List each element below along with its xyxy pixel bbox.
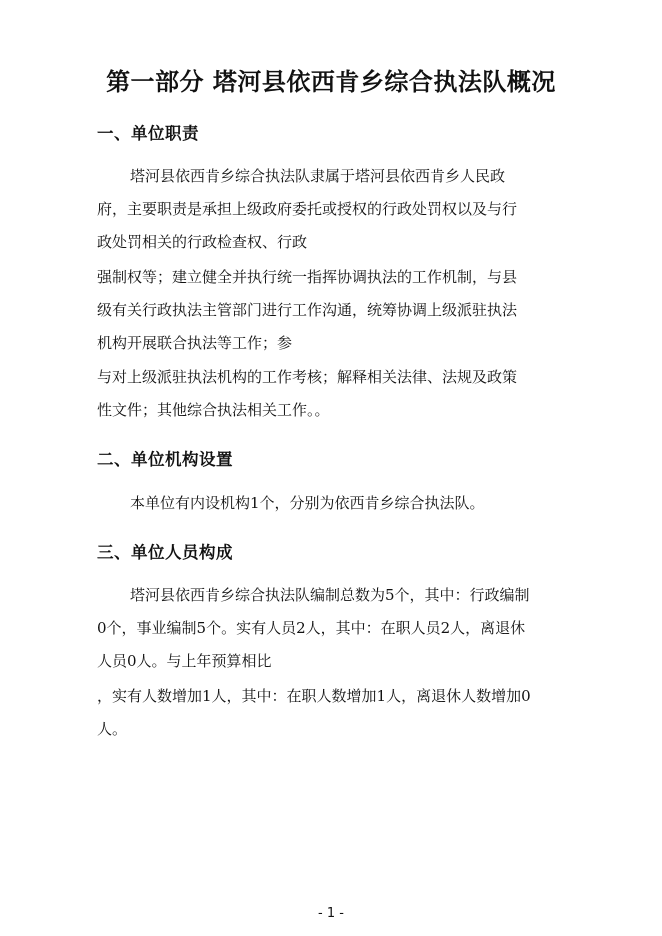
paragraph-line: 级有关行政执法主管部门进行工作沟通，统筹协调上级派驻执法	[97, 301, 518, 319]
paragraph-line: 机构开展联合执法等工作；参	[97, 334, 293, 352]
paragraph-line: ，实有人数增加1人，其中：在职人数增加1人，离退休人数增加0	[97, 687, 531, 705]
page-number: - 1 -	[318, 906, 344, 921]
paragraph-line: 府，主要职责是承担上级政府委托或授权的行政处罚权以及与行	[97, 200, 518, 218]
section-heading-duties: 一、单位职责	[97, 124, 199, 143]
paragraph-line: 塔河县依西肯乡综合执法队隶属于塔河县依西肯乡人民政	[130, 167, 506, 185]
paragraph-line: 强制权等；建立健全并执行统一指挥协调执法的工作机制，与县	[97, 268, 518, 286]
page-title: 第一部分 塔河县依西肯乡综合执法队概况	[106, 68, 556, 96]
paragraph-line: 人员0人。与上年预算相比	[97, 652, 272, 670]
paragraph-line: 0个，事业编制5个。实有人员2人，其中：在职人员2人，离退休	[97, 619, 526, 637]
section-heading-staffing: 三、单位人员构成	[97, 543, 233, 562]
paragraph-line: 性文件；其他综合执法相关工作。。	[97, 401, 330, 419]
paragraph-line: 塔河县依西肯乡综合执法队编制总数为5个，其中：行政编制	[130, 586, 530, 604]
section-heading-structure: 二、单位机构设置	[97, 450, 233, 469]
paragraph-line: 人。	[97, 720, 128, 738]
paragraph-line: 政处罚相关的行政检查权、行政	[97, 233, 308, 251]
paragraph-line: 本单位有内设机构1个，分别为依西肯乡综合执法队。	[130, 494, 485, 512]
paragraph-line: 与对上级派驻执法机构的工作考核；解释相关法律、法规及政策	[97, 368, 518, 386]
